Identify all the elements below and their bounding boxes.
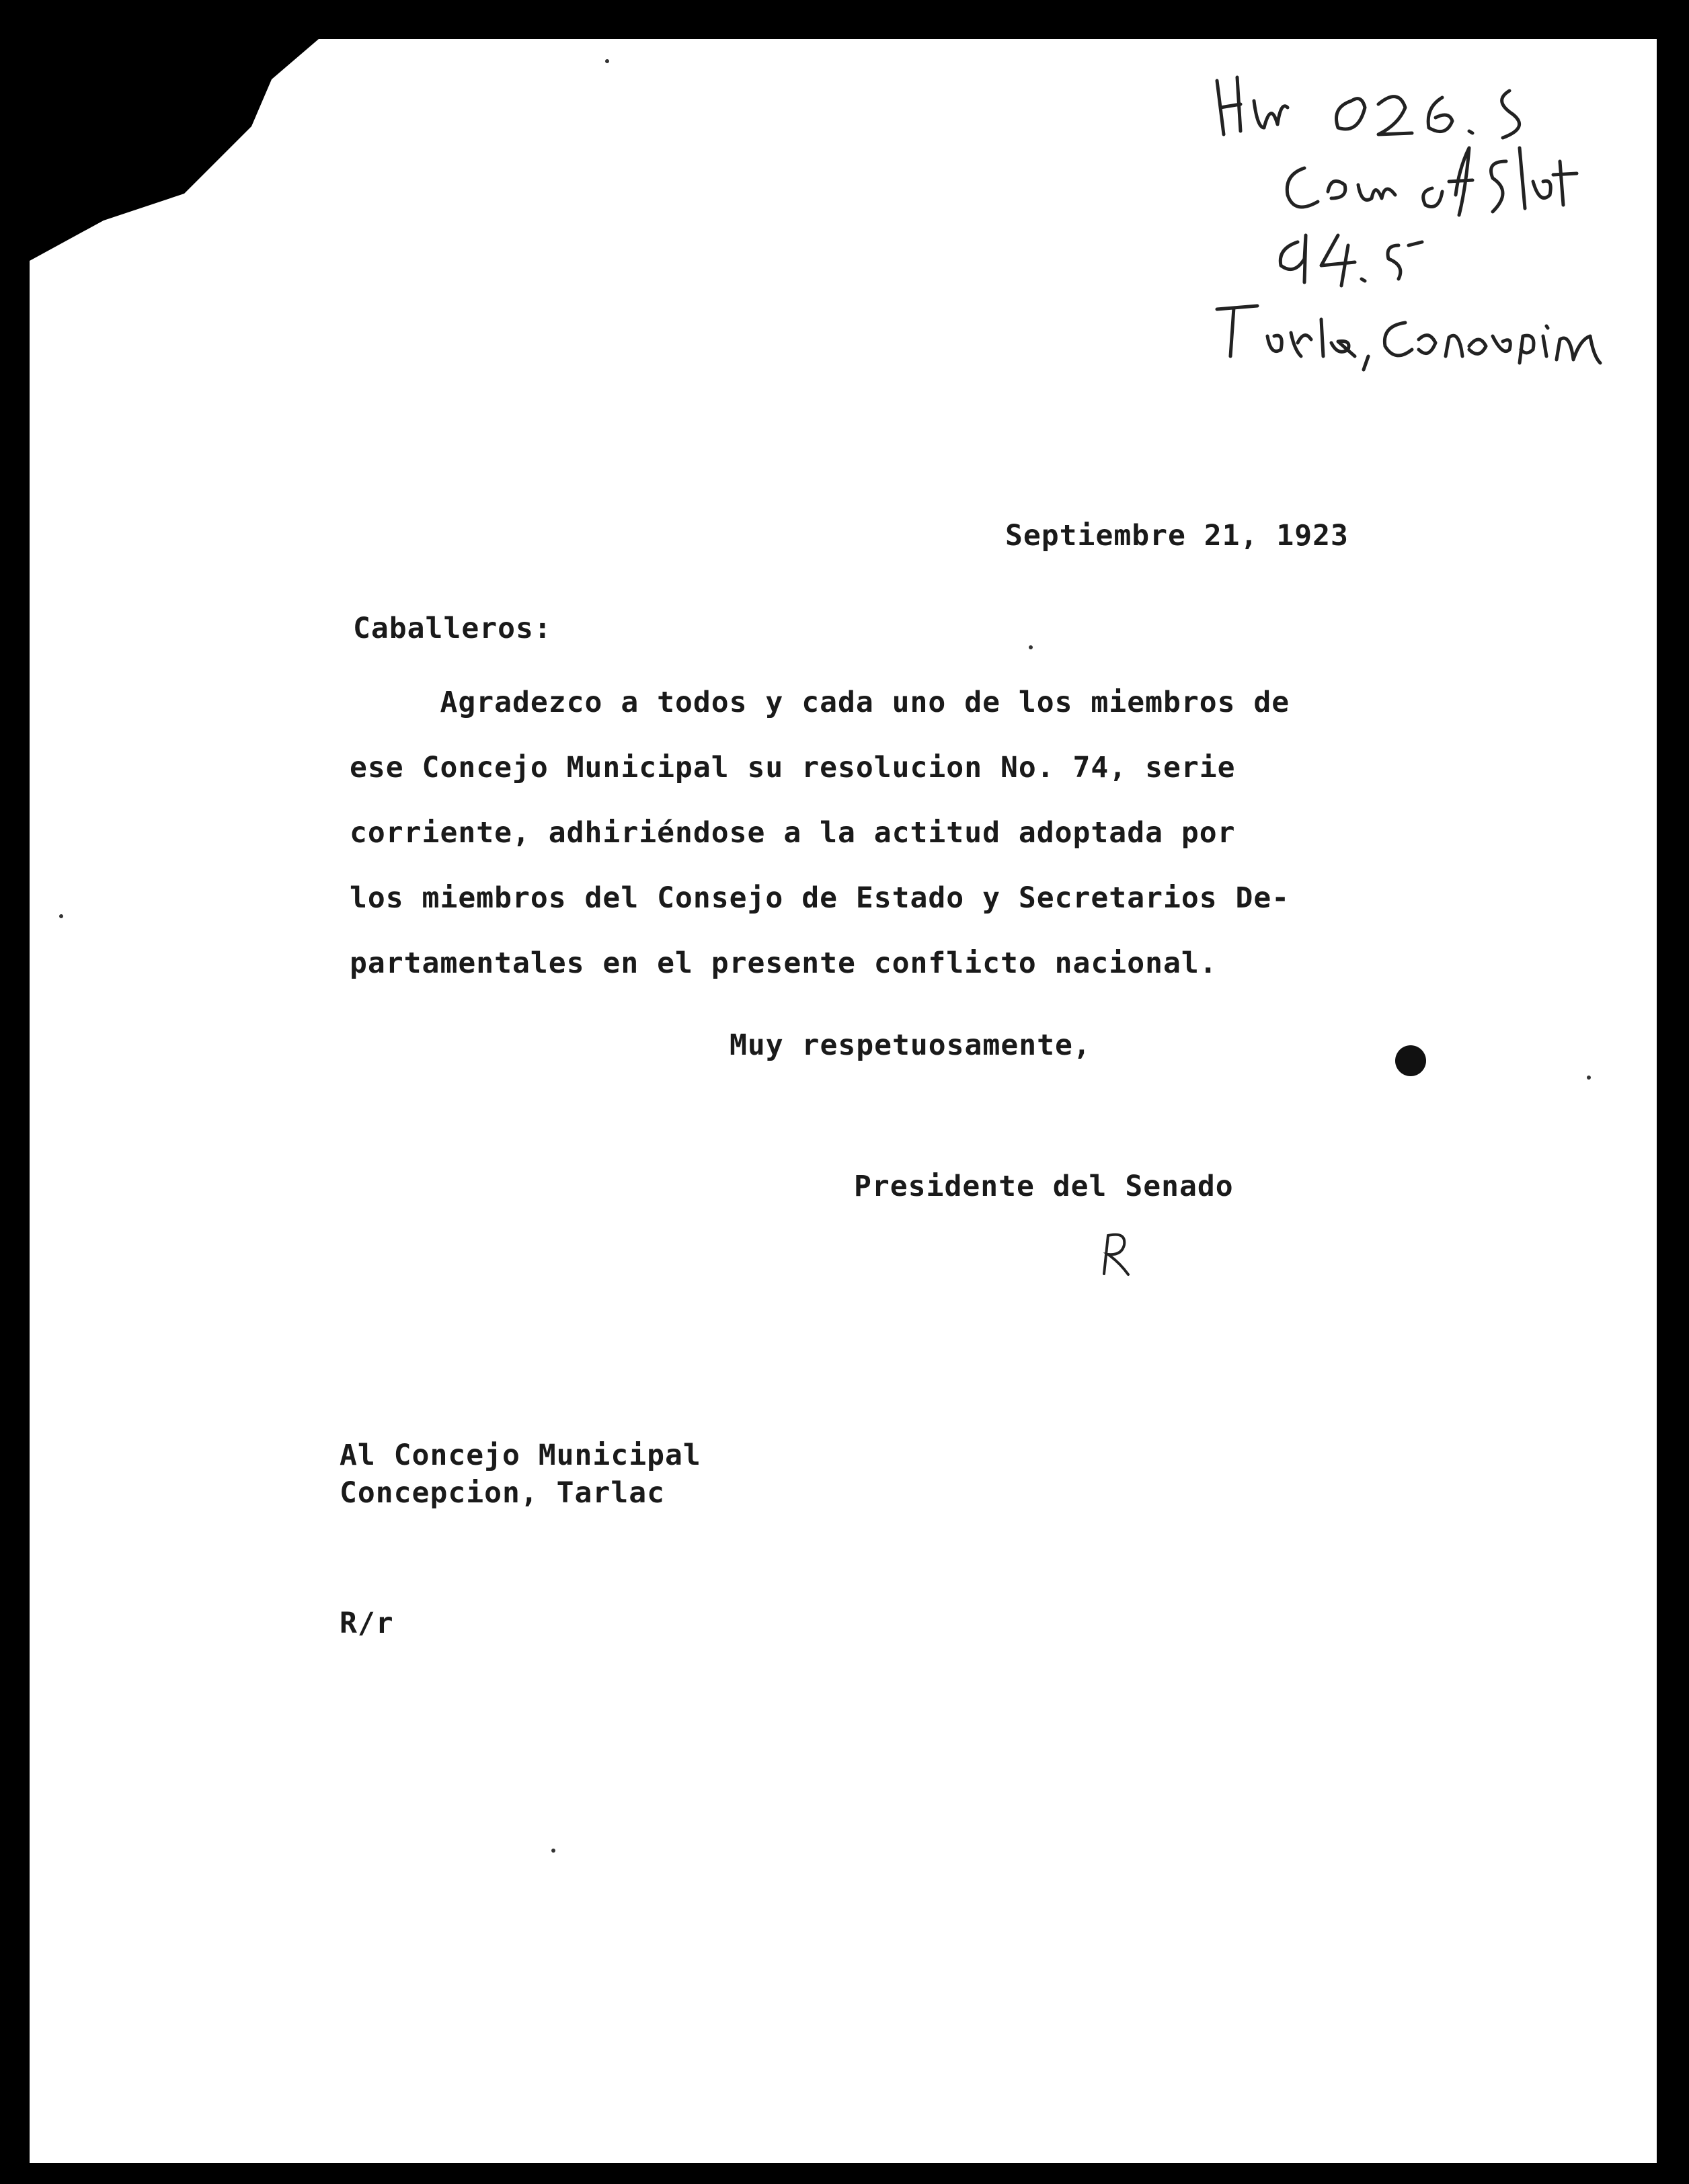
handwritten-annotation xyxy=(1204,60,1667,383)
dust-speck xyxy=(551,1849,555,1853)
signature-title: Presidente del Senado xyxy=(854,1170,1234,1203)
body-line-1: Agradezco a todos y cada uno de los miembros de xyxy=(350,686,1290,719)
body-line-4: los miembros del Consejo de Estado y Secretarios De- xyxy=(350,881,1290,915)
reference-initials: R/r xyxy=(340,1607,394,1640)
dust-speck xyxy=(1029,645,1033,649)
ink-blot xyxy=(1395,1045,1426,1076)
signature-initial xyxy=(1096,1230,1136,1277)
body-line-2: ese Concejo Municipal su resolucion No. 74, serie xyxy=(350,751,1236,784)
recipient-line-1: Al Concejo Municipal xyxy=(340,1439,701,1472)
body-line-5: partamentales en el presente conflicto nacional. xyxy=(350,946,1218,980)
salutation: Caballeros: xyxy=(353,612,552,645)
body-line-3: corriente, adhiriéndose a la actitud adoptada por xyxy=(350,816,1236,850)
dust-speck xyxy=(1587,1076,1591,1080)
dust-speck xyxy=(605,59,609,63)
closing: Muy respetuosamente, xyxy=(730,1028,1091,1062)
recipient-line-2: Concepcion, Tarlac xyxy=(340,1476,665,1510)
letter-date: Septiembre 21, 1923 xyxy=(1005,519,1349,553)
dust-speck xyxy=(59,914,63,918)
